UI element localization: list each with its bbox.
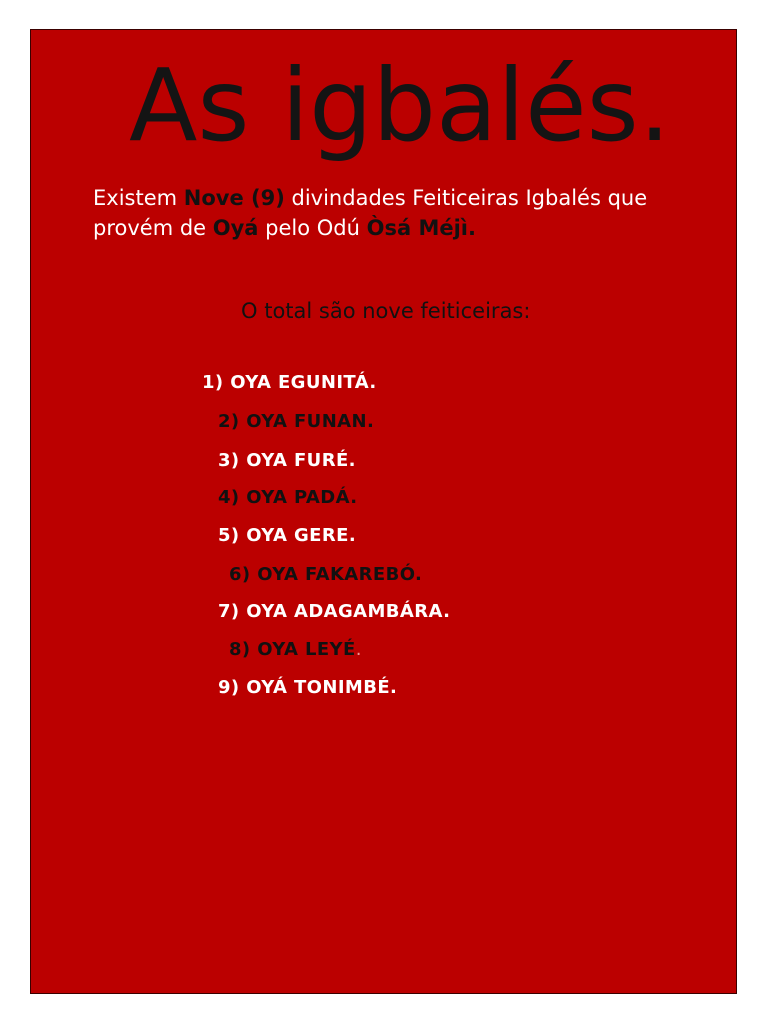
intro-text-1: Existem: [93, 186, 184, 210]
list-item-tail: .: [355, 639, 362, 660]
list-item: 6) OYA FAKAREBÓ.: [229, 564, 423, 585]
list-item: [229, 639, 362, 661]
intro-bold-nove: Nove (9): [183, 186, 285, 210]
intro-paragraph: [93, 183, 723, 243]
intro-bold-osa-meji: Òsá Méjì.: [366, 216, 476, 240]
total-line: O total são nove feiticeiras:: [241, 299, 531, 323]
intro-text-2: divindades Feiticeiras Igbalés que provém de: [93, 186, 648, 240]
intro-text-3: pelo Odú: [258, 216, 367, 240]
list-item: 9) OYÁ TONIMBÉ.: [218, 677, 398, 698]
page-title: As igbalés.: [129, 47, 671, 164]
list-item: 4) OYA PADÁ.: [218, 487, 358, 508]
document-page: [30, 29, 737, 994]
intro-bold-oya: Oyá: [212, 216, 259, 240]
list-item: 1) OYA EGUNITÁ.: [202, 372, 377, 393]
list-item: 7) OYA ADAGAMBÁRA.: [218, 601, 451, 622]
list-item: 3) OYA FURÉ.: [218, 450, 356, 471]
list-item: 5) OYA GERE.: [218, 525, 357, 546]
list-item-text: 8) OYA LEYÉ: [229, 639, 356, 660]
list-item: 2) OYA FUNAN.: [218, 411, 375, 432]
